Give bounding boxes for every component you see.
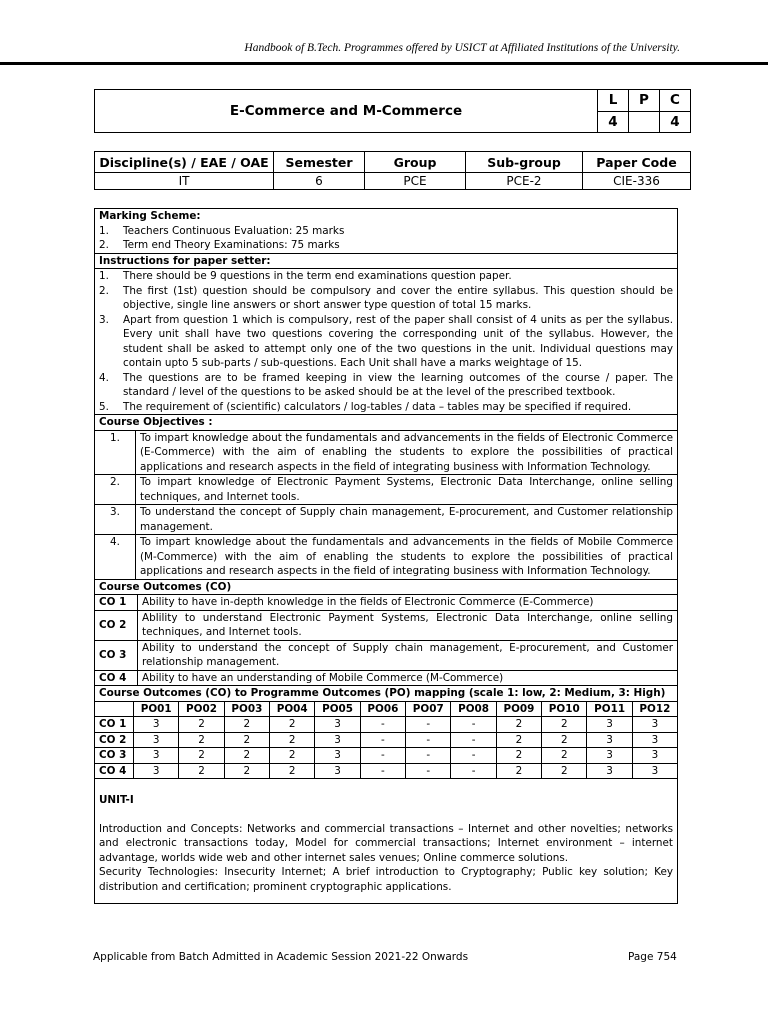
table-row: 2. To impart knowledge of Electronic Payment Systems, Electronic Data Interchange, online selling techniques, and Internet tools. xyxy=(95,475,677,505)
table-row: CO 1 Ability to have in-depth knowledge in the fields of Electronic Commerce (E-Commerce) xyxy=(95,595,677,610)
table-cell: 2 xyxy=(542,763,587,779)
po-mapping-table xyxy=(95,702,677,780)
lpc-header-c: C xyxy=(660,90,691,112)
table-cell: 2 xyxy=(496,748,541,764)
table-cell: - xyxy=(406,748,451,764)
table-cell: 2 xyxy=(270,732,315,748)
col-header: PO03 xyxy=(224,702,269,717)
section-heading: Marking Scheme: xyxy=(99,210,201,222)
table-cell: 2 xyxy=(270,748,315,764)
table-cell: - xyxy=(451,748,496,764)
section-heading: Instructions for paper setter: xyxy=(95,254,677,270)
table-row: CO 3 Ability to understand the concept of Supply chain management, E-procurement, and Customer relationship management. xyxy=(95,640,677,670)
table-cell: 3 xyxy=(632,763,677,779)
marking-scheme xyxy=(95,209,677,254)
table-cell: 3 xyxy=(315,732,360,748)
table-cell: 2 xyxy=(224,763,269,779)
table-row: 3. To understand the concept of Supply chain management, E-procurement, and Customer relationship management. xyxy=(95,505,677,535)
col-header: PO04 xyxy=(270,702,315,717)
table-cell: 2 xyxy=(179,732,224,748)
list-item: 4. The questions are to be framed keeping in view the learning outcomes of the course / paper. The standard / level of the questions to be asked should be at the level of the prescribed textbook. xyxy=(99,371,673,398)
table-cell: 2 xyxy=(496,763,541,779)
list-item: 1. Teachers Continuous Evaluation: 25 marks xyxy=(99,224,345,237)
table-cell: 3 xyxy=(587,763,632,779)
col-header: PO02 xyxy=(179,702,224,717)
lpc-value-l: 4 xyxy=(598,111,629,133)
col-header: Sub-group xyxy=(466,152,583,173)
list-item: 3. Apart from question 1 which is compulsory, rest of the paper shall consist of 4 units as per the syllabus. Every unit shall have two questions covering the corresponding unit of the syllabus. However, the student shall be asked to attempt only one of the two questions in the unit. Individual questions may contain upto 5 sub-parts / sub-questions. Each Unit shall have a marks weightage of 15. xyxy=(99,313,673,369)
objectives-table xyxy=(95,431,677,580)
col-header: PO11 xyxy=(587,702,632,717)
table-cell: CO 1 xyxy=(95,717,134,733)
col-header: Group xyxy=(365,152,466,173)
col-header: PO08 xyxy=(451,702,496,717)
discipline-table xyxy=(94,151,691,190)
table-cell: 3 xyxy=(632,732,677,748)
table-cell: 2 xyxy=(542,717,587,733)
table-cell: - xyxy=(451,717,496,733)
table-cell: 2 xyxy=(224,748,269,764)
table-cell: 2 xyxy=(224,717,269,733)
course-title: E-Commerce and M-Commerce xyxy=(95,90,598,133)
table-row: 1. To impart knowledge about the fundamentals and advancements in the fields of Electronic Commerce (E-Commerce) with the aim of enabling the students to explore the possibilities of practical applications and research aspects in the field of integrating business with Information Technology. xyxy=(95,431,677,475)
list-item: 5. The requirement of (scientific) calculators / log-tables / data – tables may be specified if required. xyxy=(99,400,632,413)
table-cell: 3 xyxy=(315,763,360,779)
table-cell: - xyxy=(451,732,496,748)
table-cell: 3 xyxy=(587,748,632,764)
table-cell: CO 4 xyxy=(95,763,134,779)
table-row: CO 4 Ability to have an understanding of Mobile Commerce (M-Commerce) xyxy=(95,670,677,686)
instructions-list xyxy=(95,269,677,415)
lpc-header-l: L xyxy=(598,90,629,112)
table-row xyxy=(95,717,677,733)
table-cell: 3 xyxy=(632,748,677,764)
list-item: 2. Term end Theory Examinations: 75 marks xyxy=(99,239,340,251)
col-header: Semester xyxy=(274,152,365,173)
table-cell: - xyxy=(406,717,451,733)
col-header: PO07 xyxy=(406,702,451,717)
table-cell: 3 xyxy=(134,717,179,733)
col-header: PO05 xyxy=(315,702,360,717)
lpc-value-c: 4 xyxy=(660,111,691,133)
table-cell: - xyxy=(406,732,451,748)
col-header: PO10 xyxy=(542,702,587,717)
table-header-row xyxy=(95,702,677,717)
table-cell: - xyxy=(360,763,405,779)
table-cell: - xyxy=(360,748,405,764)
table-cell: - xyxy=(360,717,405,733)
col-header: PO12 xyxy=(632,702,677,717)
footer-applicability: Applicable from Batch Admitted in Academic Session 2021-22 Onwards xyxy=(93,951,469,963)
table-cell: 3 xyxy=(315,717,360,733)
table-cell: - xyxy=(406,763,451,779)
section-heading: Course Outcomes (CO) to Programme Outcomes (PO) mapping (scale 1: low, 2: Medium, 3: High) xyxy=(95,686,677,702)
list-item: 2. The first (1st) question should be compulsory and cover the entire syllabus. This question should be objective, single line answers or short answer type question of total 15 marks. xyxy=(99,284,673,311)
table-cell: 3 xyxy=(587,717,632,733)
col-header xyxy=(95,702,134,717)
table-cell: 2 xyxy=(224,732,269,748)
table-row xyxy=(95,732,677,748)
table-cell: PCE-2 xyxy=(466,173,583,190)
col-header: PO06 xyxy=(360,702,405,717)
table-cell: 2 xyxy=(542,748,587,764)
table-cell: 2 xyxy=(179,748,224,764)
table-cell: 3 xyxy=(315,748,360,764)
unit-1 xyxy=(95,779,677,894)
table-cell: 2 xyxy=(496,717,541,733)
table-cell: 3 xyxy=(632,717,677,733)
table-cell: CO 3 xyxy=(95,748,134,764)
table-cell: - xyxy=(360,732,405,748)
lpc-value-p xyxy=(629,111,660,133)
col-header: PO01 xyxy=(134,702,179,717)
table-cell: 2 xyxy=(270,763,315,779)
list-item: 1. There should be 9 questions in the term end examinations question paper. xyxy=(99,270,512,282)
syllabus-box xyxy=(94,208,678,904)
table-cell: 2 xyxy=(542,732,587,748)
table-cell: 2 xyxy=(270,717,315,733)
table-row: 4. To impart knowledge about the fundamentals and advancements in the fields of Mobile Commerce (M-Commerce) with the aim of enabling the students to explore the possibilities of practical applications and research aspects in the field of integrating business with Information Technology. xyxy=(95,535,677,580)
footer-page-number: Page 754 xyxy=(628,951,677,963)
table-cell: 2 xyxy=(179,763,224,779)
col-header: Discipline(s) / EAE / OAE xyxy=(95,152,274,173)
header-rule xyxy=(0,62,768,65)
unit-heading: UNIT-I xyxy=(99,794,134,806)
table-cell: 3 xyxy=(134,732,179,748)
table-cell: 3 xyxy=(134,763,179,779)
table-cell: CIE-336 xyxy=(583,173,691,190)
table-cell: IT xyxy=(95,173,274,190)
course-title-table xyxy=(94,89,691,133)
section-heading: Course Outcomes (CO) xyxy=(95,580,677,596)
table-cell: 2 xyxy=(496,732,541,748)
table-row xyxy=(95,748,677,764)
table-cell: 3 xyxy=(587,732,632,748)
table-row xyxy=(95,763,677,779)
table-cell: 3 xyxy=(134,748,179,764)
section-heading: Course Objectives : xyxy=(95,415,677,431)
unit-paragraph: Introduction and Concepts: Networks and commercial transactions – Internet and other novelties; networks and electronic transactions today, Model for commercial transactions; Internet environment – internet advantage, worlds wide web and other internet sales venues; Online commerce solutions. xyxy=(99,822,673,864)
lpc-header-p: P xyxy=(629,90,660,112)
running-header: Handbook of B.Tech. Programmes offered by USICT at Affiliated Institutions of the University. xyxy=(244,42,680,54)
outcomes-table xyxy=(95,595,677,686)
table-row: CO 2 Ablility to understand Electronic Payment Systems, Electronic Data Interchange, online selling techniques, and Internet tools. xyxy=(95,610,677,640)
table-cell: 6 xyxy=(274,173,365,190)
table-cell: - xyxy=(451,763,496,779)
col-header: Paper Code xyxy=(583,152,691,173)
table-cell: PCE xyxy=(365,173,466,190)
col-header: PO09 xyxy=(496,702,541,717)
unit-paragraph: Security Technologies: Insecurity Internet; A brief introduction to Cryptography; Public key solution; Key distribution and certification; prominent cryptographic applications. xyxy=(99,866,673,893)
table-cell: CO 2 xyxy=(95,732,134,748)
table-cell: 2 xyxy=(179,717,224,733)
